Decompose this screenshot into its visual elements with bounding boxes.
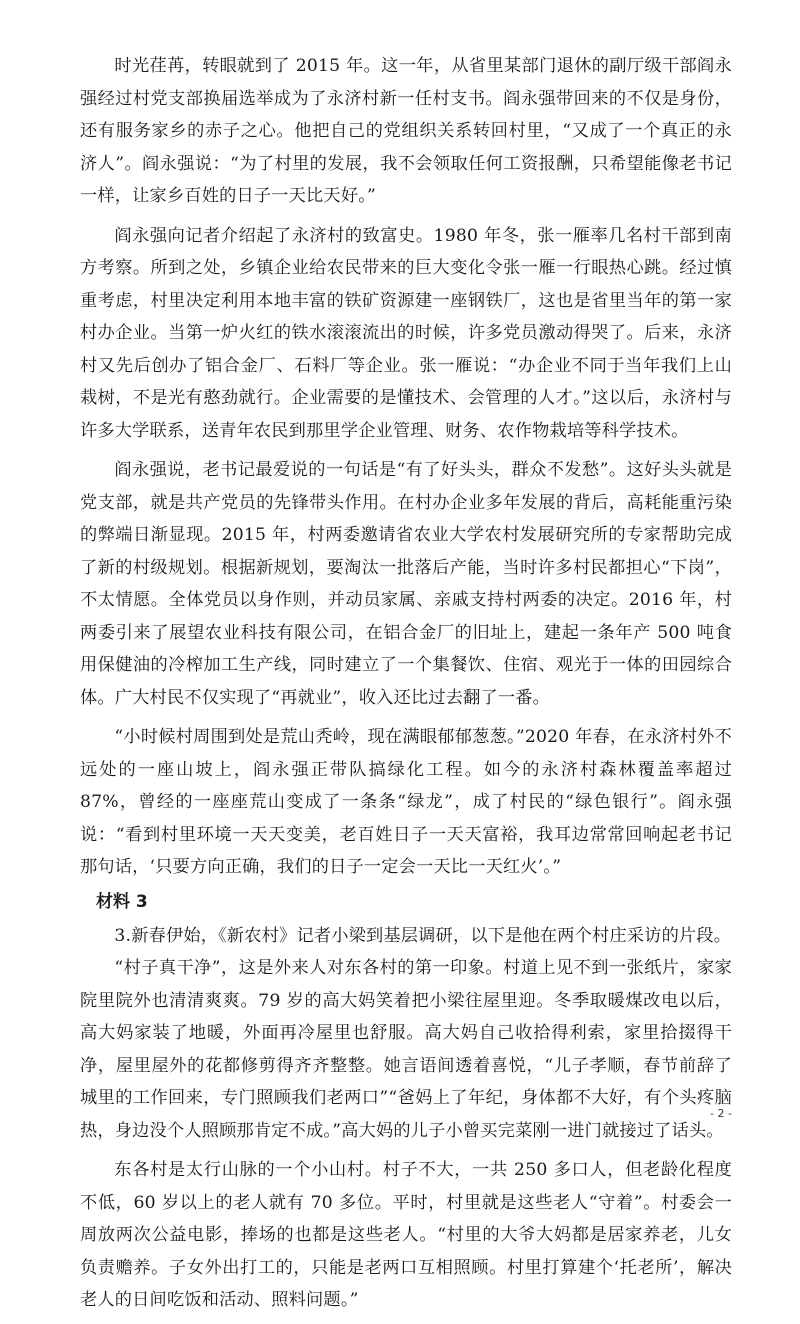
section-heading-material-3: 材料 3 <box>96 891 148 912</box>
paragraph-1: 时光荏苒，转眼就到了 2015 年。这一年，从省里某部门退休的副厅级干部阎永强经过村党支部换届选举成为了永济村新一任村支书。阎永强带回来的不仅是身份，还有服务家乡的赤子之心。他把自己的党组织关系转回村里，“又成了一个真正的永济人”。阎永强说：“为了村里的发展，我不会领取任何工资报酬，只希望能像老书记一样，让家乡百姓的日子一天比天好。” <box>80 56 732 206</box>
paragraph-3: 阎永强说，老书记最爱说的一句话是“有了好头头，群众不发愁”。这好头头就是党支部，就是共产党员的先锋带头作用。在村办企业多年发展的背后，高耗能重污染的弊端日渐显现。2015 年，村两委邀请省农业大学农村发展研究所的专家帮助完成了新的村级规划。根据新规划，要淘汰一批落后产能，当时许多村民都担心“下岗”，不太情愿。全体党员以身作则，并动员家属、亲戚支持村两委的决定。2016 年，村两委引来了展望农业科技有限公司，在铝合金厂的旧址上，建起一条年产 500 吨食用保健油的冷榨加工生产线，同时建立了一个集餐饮、住宿、观光于一体的田园综合体。广大村民不仅实现了“再就业”，收入还比过去翻了一番。 <box>80 460 732 708</box>
paragraph-7: 东各村是太行山脉的一个小山村。村子不大，一共 250 多口人，但老龄化程度不低，60 岁以上的老人就有 70 多位。平时，村里就是这些老人“守着”。村委会一周放两次公益电影，捧场的也都是这些老人。“村里的大爷大妈都是居家养老，儿女负责赡养。子女外出打工的，只能是老两口互相照顾。村里打算建个‘托老所’，解决老人的日间吃饭和活动、照料问题。” <box>80 1160 732 1310</box>
paragraph-6: “村子真干净”，这是外来人对东各村的第一印象。村道上见不到一张纸片，家家院里院外也清清爽爽。79 岁的高大妈笑着把小梁往屋里迎。冬季取暖煤改电以后，高大妈家装了地暖，外面再冷屋里也舒服。高大妈自己收拾得利索，家里拾掇得干净，屋里屋外的花都修剪得齐齐整整。她言语间透着喜悦，“儿子孝顺，春节前辞了城里的工作回来，专门照顾我们老两口”“爸妈上了年纪，身体都不大好，有个头疼脑热，身边没个人照顾那肯定不成。”高大妈的儿子小曾买完菜刚一进门就接过了话头。 <box>80 958 732 1141</box>
document-body <box>80 50 732 1324</box>
page-number: - 2 - <box>710 1107 732 1120</box>
paragraph-5: 3.新春伊始，《新农村》记者小梁到基层调研，以下是他在两个村庄采访的片段。 <box>114 925 732 946</box>
paragraph-4: “小时候村周围到处是荒山秃岭，现在满眼郁郁葱葱。”2020 年春，在永济村外不远处的一座山坡上，阎永强正带队搞绿化工程。如今的永济村森林覆盖率超过 87%，曾经的一座座荒山变成了一条条“绿龙”，成了村民的“绿色银行”。阎永强说：“看到村里环境一天天变美，老百姓日子一天天富裕，我耳边常常回响起老书记那句话，‘只要方向正确，我们的日子一定会一天比一天红火’。” <box>80 727 732 877</box>
paragraph-2: 阎永强向记者介绍起了永济村的致富史。1980 年冬，张一雁率几名村干部到南方考察。所到之处，乡镇企业给农民带来的巨大变化令张一雁一行眼热心跳。经过慎重考虑，村里决定利用本地丰富的铁矿资源建一座钢铁厂，这也是省里当年的第一家村办企业。当第一炉火红的铁水滚滚流出的时候，许多党员激动得哭了。后来，永济村又先后创办了铝合金厂、石料厂等企业。张一雁说：“办企业不同于当年我们上山栽树，不是光有憨劲就行。企业需要的是懂技术、会管理的人才。”这以后，永济村与许多大学联系，送青年农民到那里学企业管理、财务、农作物栽培等科学技术。 <box>80 225 732 441</box>
